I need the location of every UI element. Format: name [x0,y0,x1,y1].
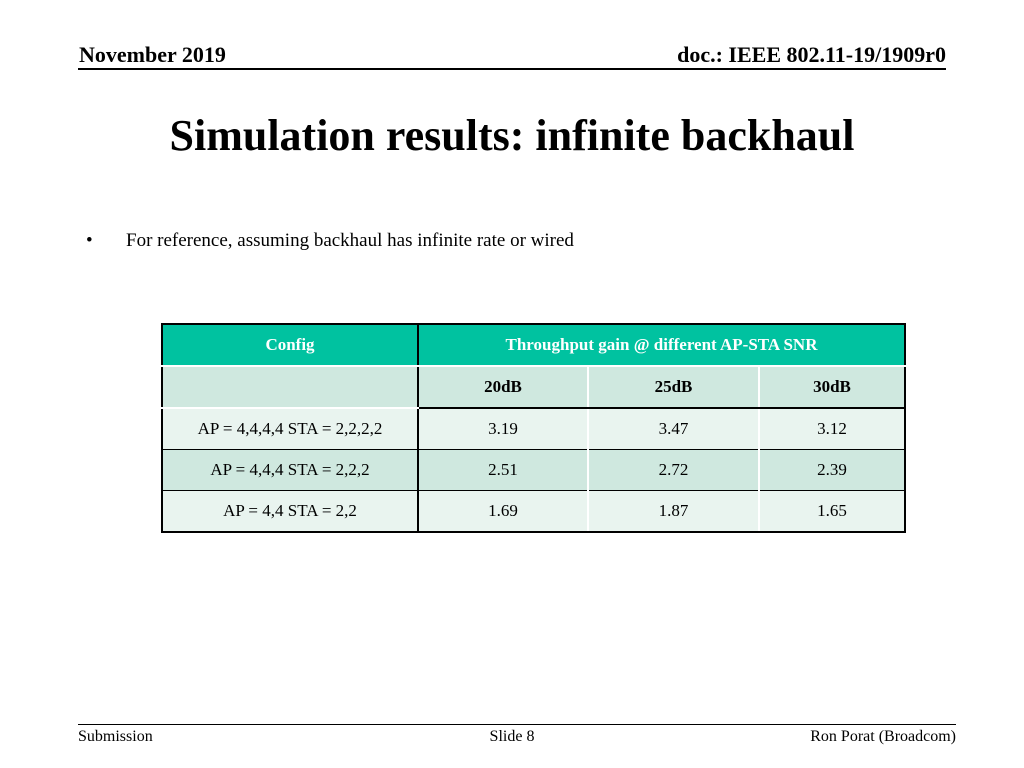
row-value: 3.47 [588,408,759,450]
subheader-30db: 30dB [759,366,905,408]
row-value: 1.69 [418,491,588,533]
footer-rule [78,724,956,725]
row-value: 2.39 [759,450,905,491]
header-doc-id: doc.: IEEE 802.11-19/1909r0 [677,42,946,67]
header-config: Config [162,324,418,366]
row-value: 2.72 [588,450,759,491]
results-table [161,323,906,533]
footer-author: Ron Porat (Broadcom) [810,728,956,745]
table-row [162,491,905,533]
row-value: 3.12 [759,408,905,450]
bullet-text: For reference, assuming backhaul has infinite rate or wired [126,230,574,251]
table-row [162,408,905,450]
bullet-item [86,230,574,252]
footer-slide-number: Slide 8 [489,728,535,745]
row-value: 1.65 [759,491,905,533]
table-row [162,450,905,491]
table-header-row [162,324,905,366]
subheader-empty [162,366,418,408]
bullet-dot-icon: • [86,230,93,251]
row-config: AP = 4,4 STA = 2,2 [162,491,418,533]
subheader-25db: 25dB [588,366,759,408]
header-rule [78,68,946,70]
footer-submission: Submission [78,728,153,745]
subheader-20db: 20dB [418,366,588,408]
slide-title: Simulation results: infinite backhaul [169,111,855,160]
header-throughput-gain: Throughput gain @ different AP-STA SNR [418,324,905,366]
row-value: 3.19 [418,408,588,450]
row-config: AP = 4,4,4 STA = 2,2,2 [162,450,418,491]
header-date: November 2019 [79,42,226,67]
row-config: AP = 4,4,4,4 STA = 2,2,2,2 [162,408,418,450]
row-value: 2.51 [418,450,588,491]
table-subheader-row [162,366,905,408]
row-value: 1.87 [588,491,759,533]
